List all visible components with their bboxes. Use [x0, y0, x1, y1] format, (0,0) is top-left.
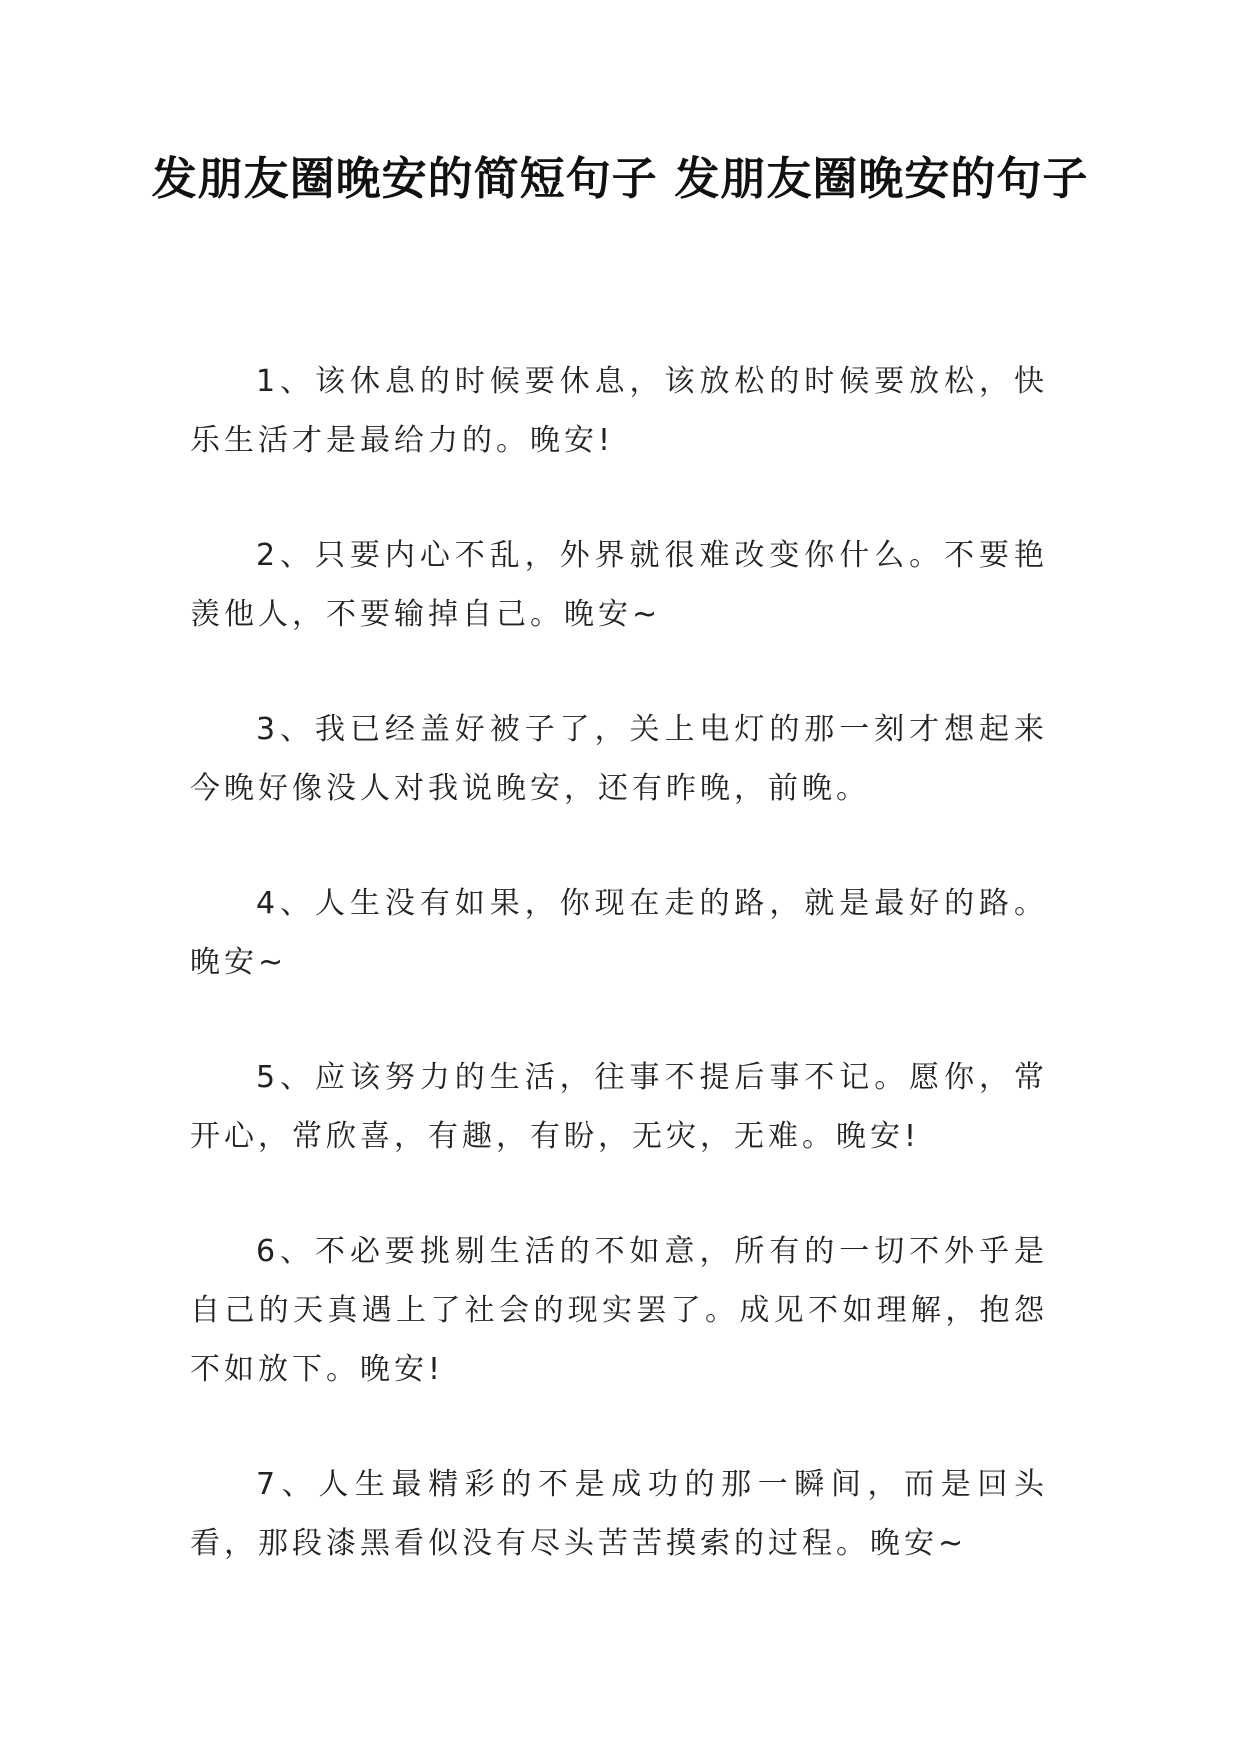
paragraph-4: 4、人生没有如果，你现在走的路，就是最好的路。晚安~: [190, 886, 1048, 980]
paragraph-3: 3、我已经盖好被子了，关上电灯的那一刻才想起来今晚好像没人对我说晚安，还有昨晚，前晚。: [190, 712, 1048, 806]
paragraph-1: 1、该休息的时候要休息，该放松的时候要放松，快乐生活才是最给力的。晚安!: [190, 364, 1048, 458]
document-title: 发朋友圈晚安的简短句子 发朋友圈晚安的句子: [151, 152, 1089, 205]
document-body: [190, 352, 1048, 1629]
paragraph-5: 5、应该努力的生活，往事不提后事不记。愿你，常开心，常欣喜，有趣，有盼，无灾，无难。晚安!: [190, 1060, 1048, 1154]
paragraph-7: 7、人生最精彩的不是成功的那一瞬间，而是回头看，那段漆黑看似没有尽头苦苦摸索的过程。晚安~: [190, 1467, 1048, 1561]
paragraph-6: 6、不必要挑剔生活的不如意，所有的一切不外乎是自己的天真遇上了社会的现实罢了。成见不如理解，抱怨不如放下。晚安!: [190, 1234, 1048, 1387]
paragraph-2: 2、只要内心不乱，外界就很难改变你什么。不要艳羡他人，不要输掉自己。晚安~: [190, 538, 1048, 632]
